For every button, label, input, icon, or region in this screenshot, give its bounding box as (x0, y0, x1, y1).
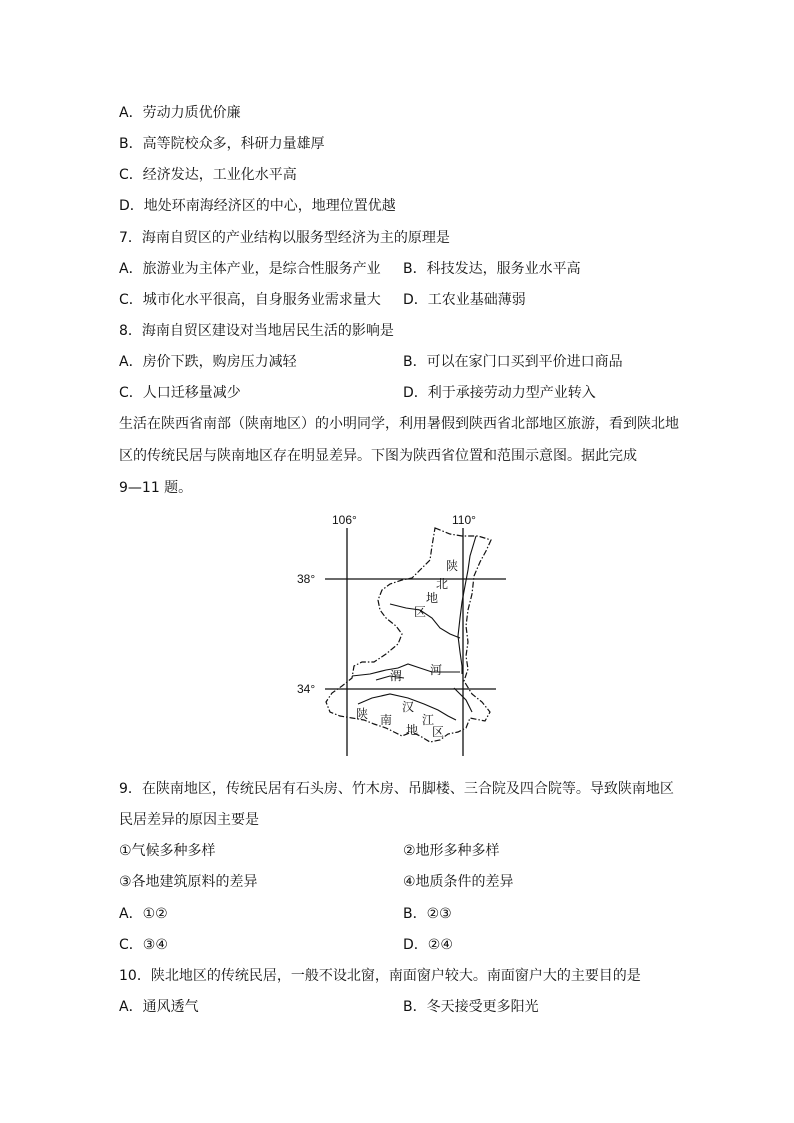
q8-option-c: C．人口迁移量减少 (119, 385, 241, 401)
q6-option-b: B．高等院校众多，科研力量雄厚 (119, 136, 325, 152)
q8-option-d: D．利于承接劳动力型产业转入 (403, 385, 596, 401)
q9-statement-4: ④地质条件的差异 (403, 874, 514, 890)
q7-option-d: D．工农业基础薄弱 (403, 292, 526, 308)
q7-option-a: A．旅游业为主体产业，是综合性服务产业 (119, 261, 381, 277)
q7-option-b: B．科技发达，服务业水平高 (403, 261, 581, 277)
map-char-he: 河 (430, 663, 443, 677)
q6-option-a: A．劳动力质优价廉 (119, 105, 241, 121)
map-char-wei: 渭 (390, 669, 403, 683)
q8-stem: 8．海南自贸区建设对当地居民生活的影响是 (119, 323, 394, 339)
intro-line-2: 区的传统民居与陕南地区存在明显差异。下图为陕西省位置和范围示意图。据此完成 (119, 448, 637, 464)
q7-option-c: C．城市化水平很高，自身服务业需求量大 (119, 292, 381, 308)
label-38: 38° (297, 572, 316, 586)
label-34: 34° (297, 682, 316, 696)
intro-line-3: 9—11 题。 (119, 480, 193, 496)
q10-option-a: A．通风透气 (119, 999, 199, 1015)
map-char-di-south: 地 (406, 723, 419, 737)
q9-option-c: C．③④ (119, 937, 168, 953)
label-110: 110° (452, 513, 476, 527)
map-char-nan: 南 (380, 713, 393, 727)
map-char-han: 汉 (402, 700, 415, 714)
q10-option-b: B．冬天接受更多阳光 (403, 999, 539, 1015)
map-char-qu-south: 区 (432, 725, 445, 739)
q9-option-b: B．②③ (403, 906, 452, 922)
q9-statement-2: ②地形多种多样 (403, 843, 500, 859)
map-char-jiang: 江 (422, 713, 435, 727)
yellow-river (458, 536, 476, 674)
q9-stem-line-2: 民居差异的原因主要是 (119, 812, 259, 828)
map-char-qu-north: 区 (414, 605, 427, 619)
q9-stem-line-1: 9．在陕南地区，传统民居有石头房、竹木房、吊脚楼、三合院及四合院等。导致陕南地区 (119, 781, 674, 797)
intro-line-1: 生活在陕西省南部（陕南地区）的小明同学，利用暑假到陕西省北部地区旅游，看到陕北地 (119, 416, 679, 432)
map-char-shan-south: 陕 (356, 707, 369, 721)
map-char-bei: 北 (436, 577, 449, 591)
q6-option-c: C．经济发达，工业化水平高 (119, 167, 297, 183)
wei-river (352, 664, 460, 676)
q8-option-b: B．可以在家门口买到平价进口商品 (403, 354, 623, 370)
q9-option-d: D．②④ (403, 937, 453, 953)
map-char-di-north: 地 (426, 591, 439, 605)
map-char-shan-north: 陕 (446, 559, 459, 573)
q8-option-a: A．房价下跌，购房压力减轻 (119, 354, 297, 370)
q9-option-a: A．①② (119, 906, 168, 922)
q10-stem: 10．陕北地区的传统民居，一般不设北窗，南面窗户较大。南面窗户大的主要目的是 (119, 968, 641, 984)
q6-option-d: D．地处环南海经济区的中心，地理位置优越 (119, 198, 396, 214)
q9-statement-1: ①气候多种多样 (119, 843, 216, 859)
q7-stem: 7．海南自贸区的产业结构以服务型经济为主的原理是 (119, 230, 450, 246)
shaanxi-location-map (290, 506, 510, 756)
label-106: 106° (332, 513, 357, 527)
q9-statement-3: ③各地建筑原料的差异 (119, 874, 258, 890)
